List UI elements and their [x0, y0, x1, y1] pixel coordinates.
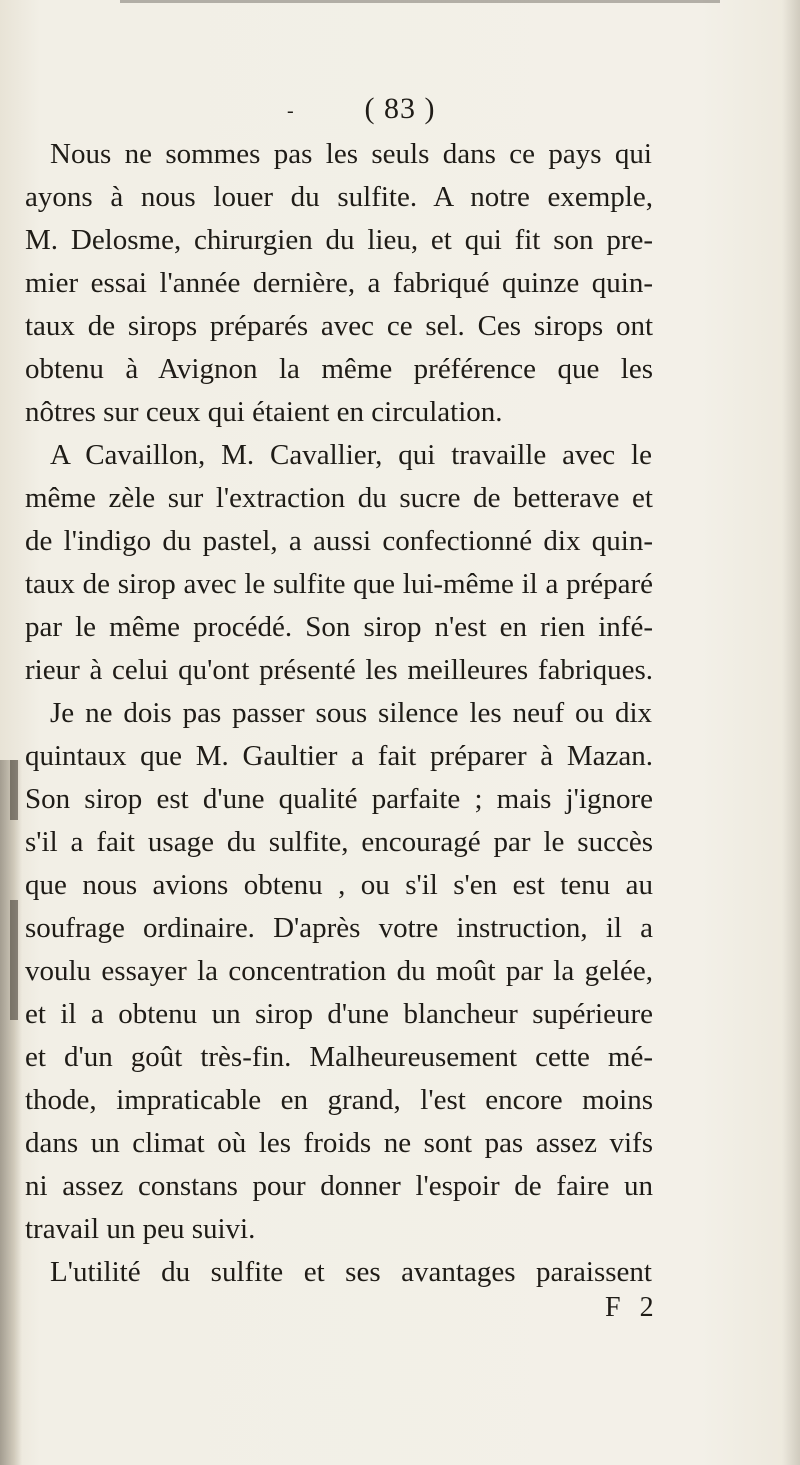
text-line: A Cavaillon, M. Cavallier, qui travaille avec le — [50, 439, 652, 471]
text-line: Son sirop est d'une qualité parfaite ; mais j'ignore — [25, 783, 653, 815]
text-line: même zèle sur l'extraction du sucre de betterave et — [25, 482, 653, 514]
text-line: dans un climat où les froids ne sont pas assez vifs — [25, 1127, 653, 1159]
header-dot: - — [287, 100, 295, 122]
page-top-edge — [120, 0, 720, 3]
page-number-header — [0, 92, 800, 126]
text-line: mier essai l'année dernière, a fabriqué quinze quin- — [25, 267, 653, 299]
printer-signature-mark: F 2 — [605, 1292, 660, 1323]
text-line: quintaux que M. Gaultier a fait préparer à Mazan. — [25, 740, 653, 772]
text-line: nôtres sur ceux qui étaient en circulation. — [25, 396, 503, 428]
text-line: thode, impraticable en grand, l'est encore moins — [25, 1084, 653, 1116]
text-line: et il a obtenu un sirop d'une blancheur supérieure — [25, 998, 653, 1030]
text-line: Je ne dois pas passer sous silence les neuf ou dix — [50, 697, 652, 729]
text-line: soufrage ordinaire. D'après votre instruction, il a — [25, 912, 653, 944]
text-line: Nous ne sommes pas les seuls dans ce pays qui — [50, 138, 652, 170]
text-line: par le même procédé. Son sirop n'est en rien infé- — [25, 611, 653, 643]
text-line: s'il a fait usage du sulfite, encouragé par le succès — [25, 826, 653, 858]
text-line: que nous avions obtenu , ou s'il s'en est tenu au — [25, 869, 653, 901]
text-line: voulu essayer la concentration du moût par la gelée, — [25, 955, 653, 987]
text-line: rieur à celui qu'ont présenté les meilleures fabriques. — [25, 654, 653, 686]
text-line: taux de sirop avec le sulfite que lui-même il a préparé — [25, 568, 653, 600]
binding-mark — [10, 760, 18, 820]
text-line: ni assez constans pour donner l'espoir de faire un — [25, 1170, 653, 1202]
text-line: taux de sirops préparés avec ce sel. Ces sirops ont — [25, 310, 653, 342]
text-line: L'utilité du sulfite et ses avantages paraissent — [50, 1256, 652, 1288]
text-line: et d'un goût très-fin. Malheureusement cette mé- — [25, 1041, 653, 1073]
page-number: ( 83 ) — [364, 92, 436, 125]
binding-mark — [10, 900, 18, 1020]
binding-shadow — [0, 760, 22, 1465]
text-line: travail un peu suivi. — [25, 1213, 256, 1245]
page-edge-shadow — [782, 0, 800, 1465]
text-line: ayons à nous louer du sulfite. A notre exemple, — [25, 181, 653, 213]
text-line: M. Delosme, chirurgien du lieu, et qui fit son pre- — [25, 224, 653, 256]
text-line: de l'indigo du pastel, a aussi confectionné dix quin- — [25, 525, 653, 557]
text-line: obtenu à Avignon la même préférence que les — [25, 353, 653, 385]
